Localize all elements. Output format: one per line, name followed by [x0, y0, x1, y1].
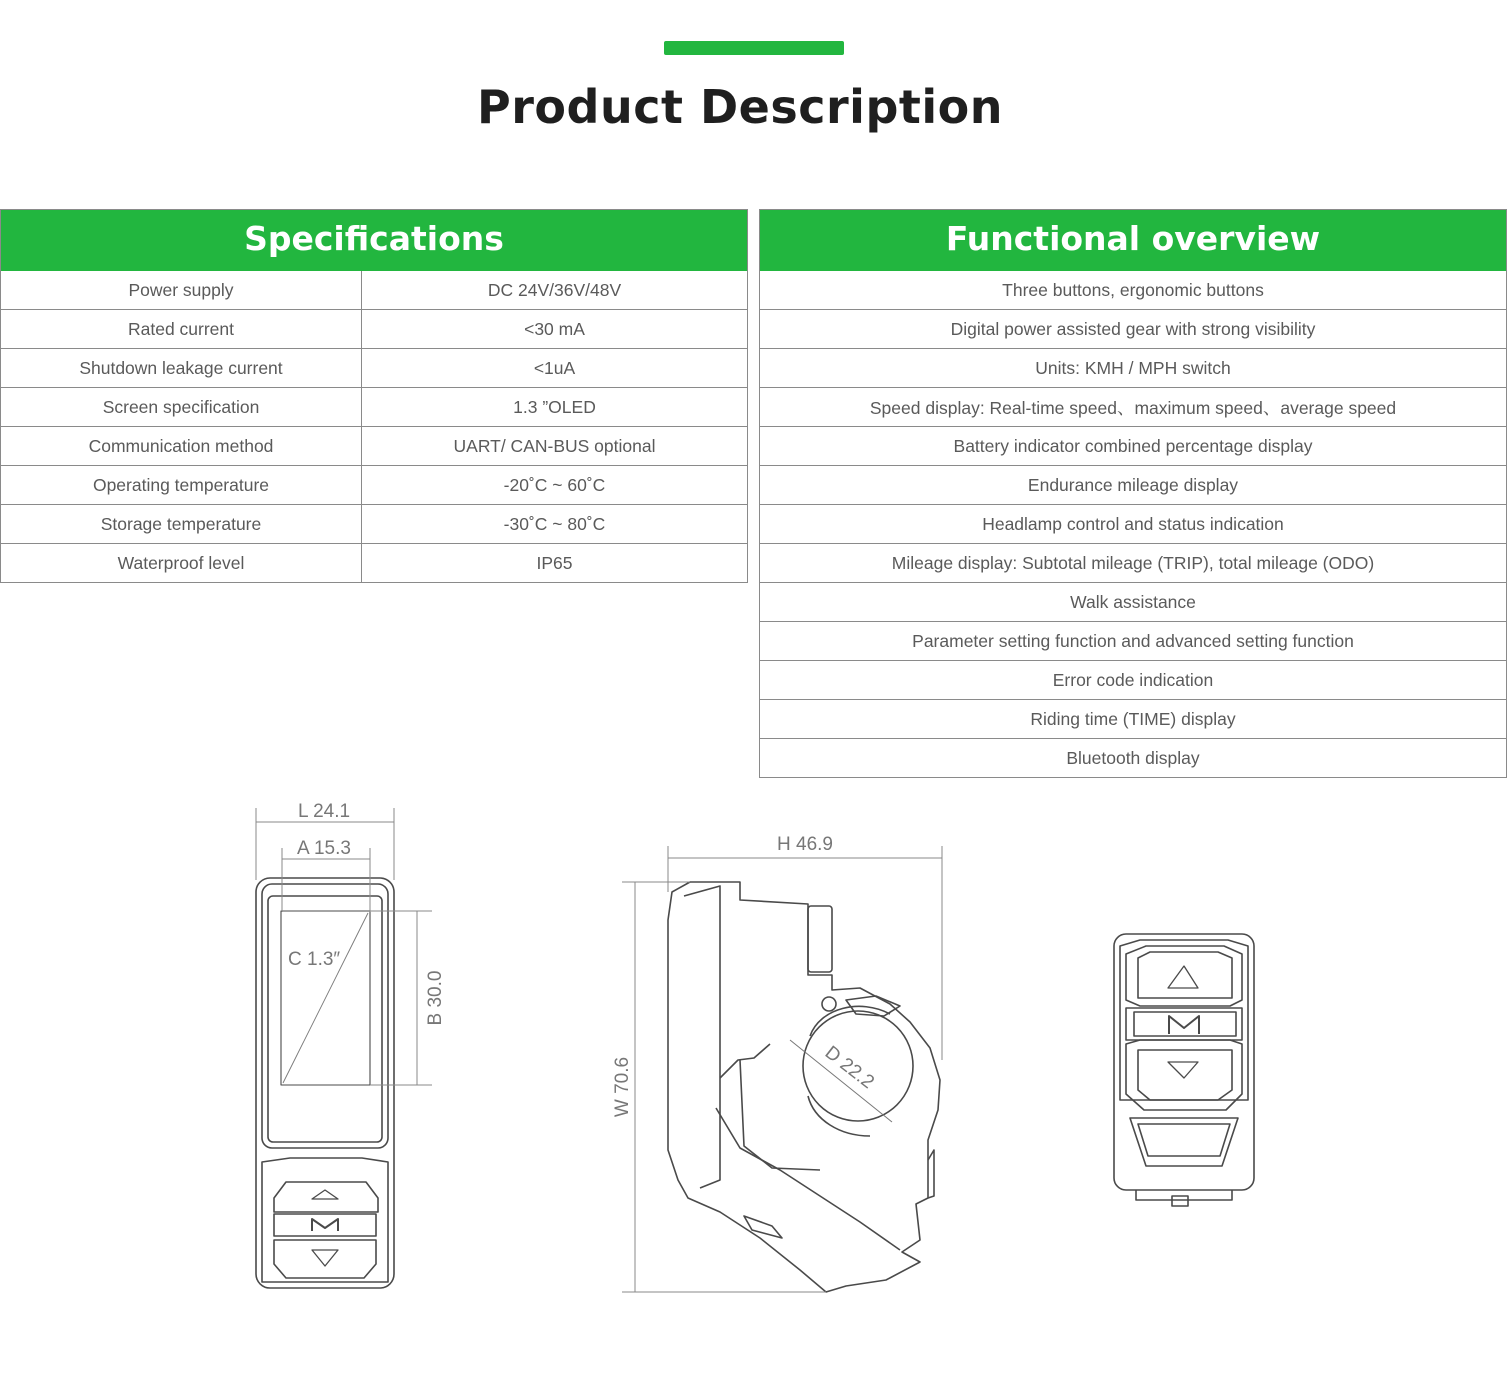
spec-value: DC 24V/36V/48V [487, 279, 622, 300]
specifications-heading: Specifications [1, 210, 747, 271]
function-item: Mileage display: Subtotal mileage (TRIP), total mileage (ODO) [891, 552, 1375, 573]
function-item: Battery indicator combined percentage display [953, 435, 1313, 456]
dimension-length-label: L 24.1 [297, 801, 351, 822]
dimension-active-area-label: A 15.3 [297, 838, 351, 859]
function-item: Bluetooth display [1066, 747, 1200, 768]
function-item: Units: KMH / MPH switch [1035, 357, 1231, 378]
spec-label: Storage temperature [1, 505, 362, 543]
spec-label: Communication method [1, 427, 362, 465]
function-item: Endurance mileage display [1027, 474, 1239, 495]
spec-label: Operating temperature [1, 466, 362, 504]
spec-value: IP65 [536, 552, 573, 573]
spec-value: -20˚C ~ 60˚C [503, 474, 606, 495]
function-item: Error code indication [1052, 669, 1214, 690]
spec-label: Waterproof level [1, 544, 362, 582]
spec-value: -30˚C ~ 80˚C [503, 513, 606, 534]
side-view-dimensions [622, 846, 942, 1292]
dimension-clamp-diameter-label: D 22.2 [820, 1042, 878, 1094]
function-item: Speed display: Real-time speed、maximum speed、average speed [869, 397, 1397, 418]
spec-label: Power supply [1, 271, 362, 309]
dimension-height-label: H 46.9 [777, 834, 833, 855]
spec-label: Shutdown leakage current [1, 349, 362, 387]
dimension-screen-height-label: B 30.0 [425, 970, 446, 1026]
spec-label: Rated current [1, 310, 362, 348]
spec-label: Screen specification [1, 388, 362, 426]
function-item: Parameter setting function and advanced setting function [912, 630, 1354, 651]
page-title: Product Description [477, 80, 1003, 134]
function-item: Headlamp control and status indication [982, 513, 1284, 534]
function-item: Digital power assisted gear with strong visibility [950, 318, 1316, 339]
function-item: Walk assistance [1070, 591, 1196, 612]
side-view-drawing [668, 882, 940, 1292]
button-pad-drawing [1114, 934, 1254, 1206]
spec-value: UART/ CAN-BUS optional [453, 435, 656, 456]
function-item: Riding time (TIME) display [1030, 708, 1236, 729]
spec-value: 1.3 ”OLED [513, 396, 596, 417]
dimension-width-label: W 70.6 [612, 1056, 633, 1118]
spec-value: <1uA [533, 357, 576, 378]
functional-overview-heading: Functional overview [760, 210, 1506, 271]
function-item: Three buttons, ergonomic buttons [1002, 279, 1264, 300]
dimension-screen-diagonal-label: C 1.3″ [288, 949, 341, 970]
spec-value: <30 mA [524, 318, 585, 339]
front-view-drawing [256, 878, 394, 1288]
